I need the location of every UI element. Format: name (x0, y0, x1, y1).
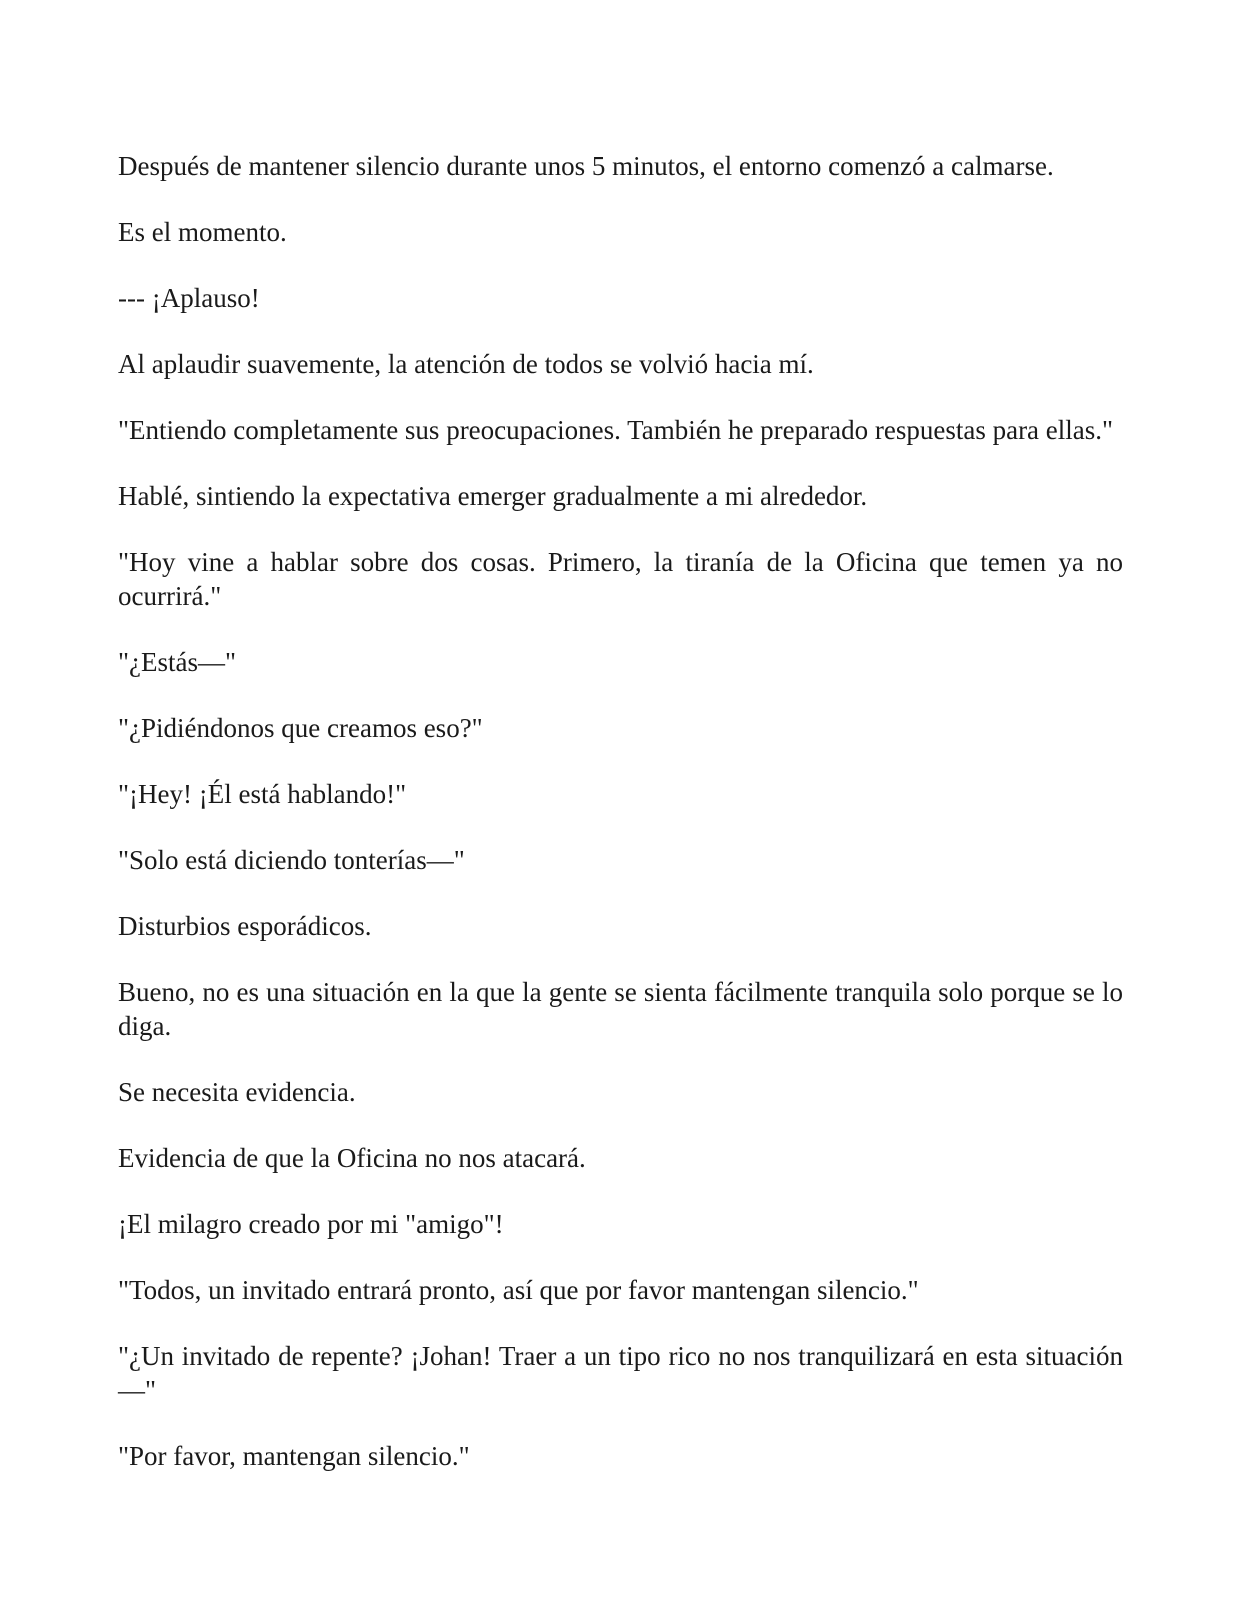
paragraph: "¿Pidiéndonos que creamos eso?" (118, 713, 483, 743)
paragraph: Al aplaudir suavemente, la atención de todos se volvió hacia mí. (118, 349, 814, 379)
paragraph: Se necesita evidencia. (118, 1077, 356, 1107)
paragraph: Evidencia de que la Oficina no nos atacará. (118, 1143, 586, 1173)
paragraph: --- ¡Aplauso! (118, 283, 260, 313)
paragraph: "¿Un invitado de repente? ¡Johan! Traer a un tipo rico no nos tranquilizará en esta situación—" (118, 1341, 1123, 1405)
paragraph: "Solo está diciendo tonterías—" (118, 845, 465, 875)
paragraph: Hablé, sintiendo la expectativa emerger gradualmente a mi alrededor. (118, 481, 868, 511)
paragraph: Disturbios esporádicos. (118, 911, 372, 941)
paragraph: "¡Hey! ¡Él está hablando!" (118, 779, 407, 809)
paragraph: Bueno, no es una situación en la que la gente se sienta fácilmente tranquila solo porque se lo diga. (118, 977, 1123, 1041)
paragraph: "Todos, un invitado entrará pronto, así que por favor mantengan silencio." (118, 1275, 919, 1305)
paragraph: "Hoy vine a hablar sobre dos cosas. Primero, la tiranía de la Oficina que temen ya no ocurrirá." (118, 547, 1123, 611)
paragraph: Es el momento. (118, 217, 287, 247)
paragraph: "Entiendo completamente sus preocupaciones. También he preparado respuestas para ellas." (118, 415, 1114, 445)
paragraph: ¡El milagro creado por mi "amigo"! (118, 1209, 504, 1239)
paragraph: "¿Estás—" (118, 647, 237, 677)
document-body (118, 149, 1123, 1505)
paragraph: "Por favor, mantengan silencio." (118, 1441, 470, 1471)
paragraph: Después de mantener silencio durante unos 5 minutos, el entorno comenzó a calmarse. (118, 151, 1054, 181)
